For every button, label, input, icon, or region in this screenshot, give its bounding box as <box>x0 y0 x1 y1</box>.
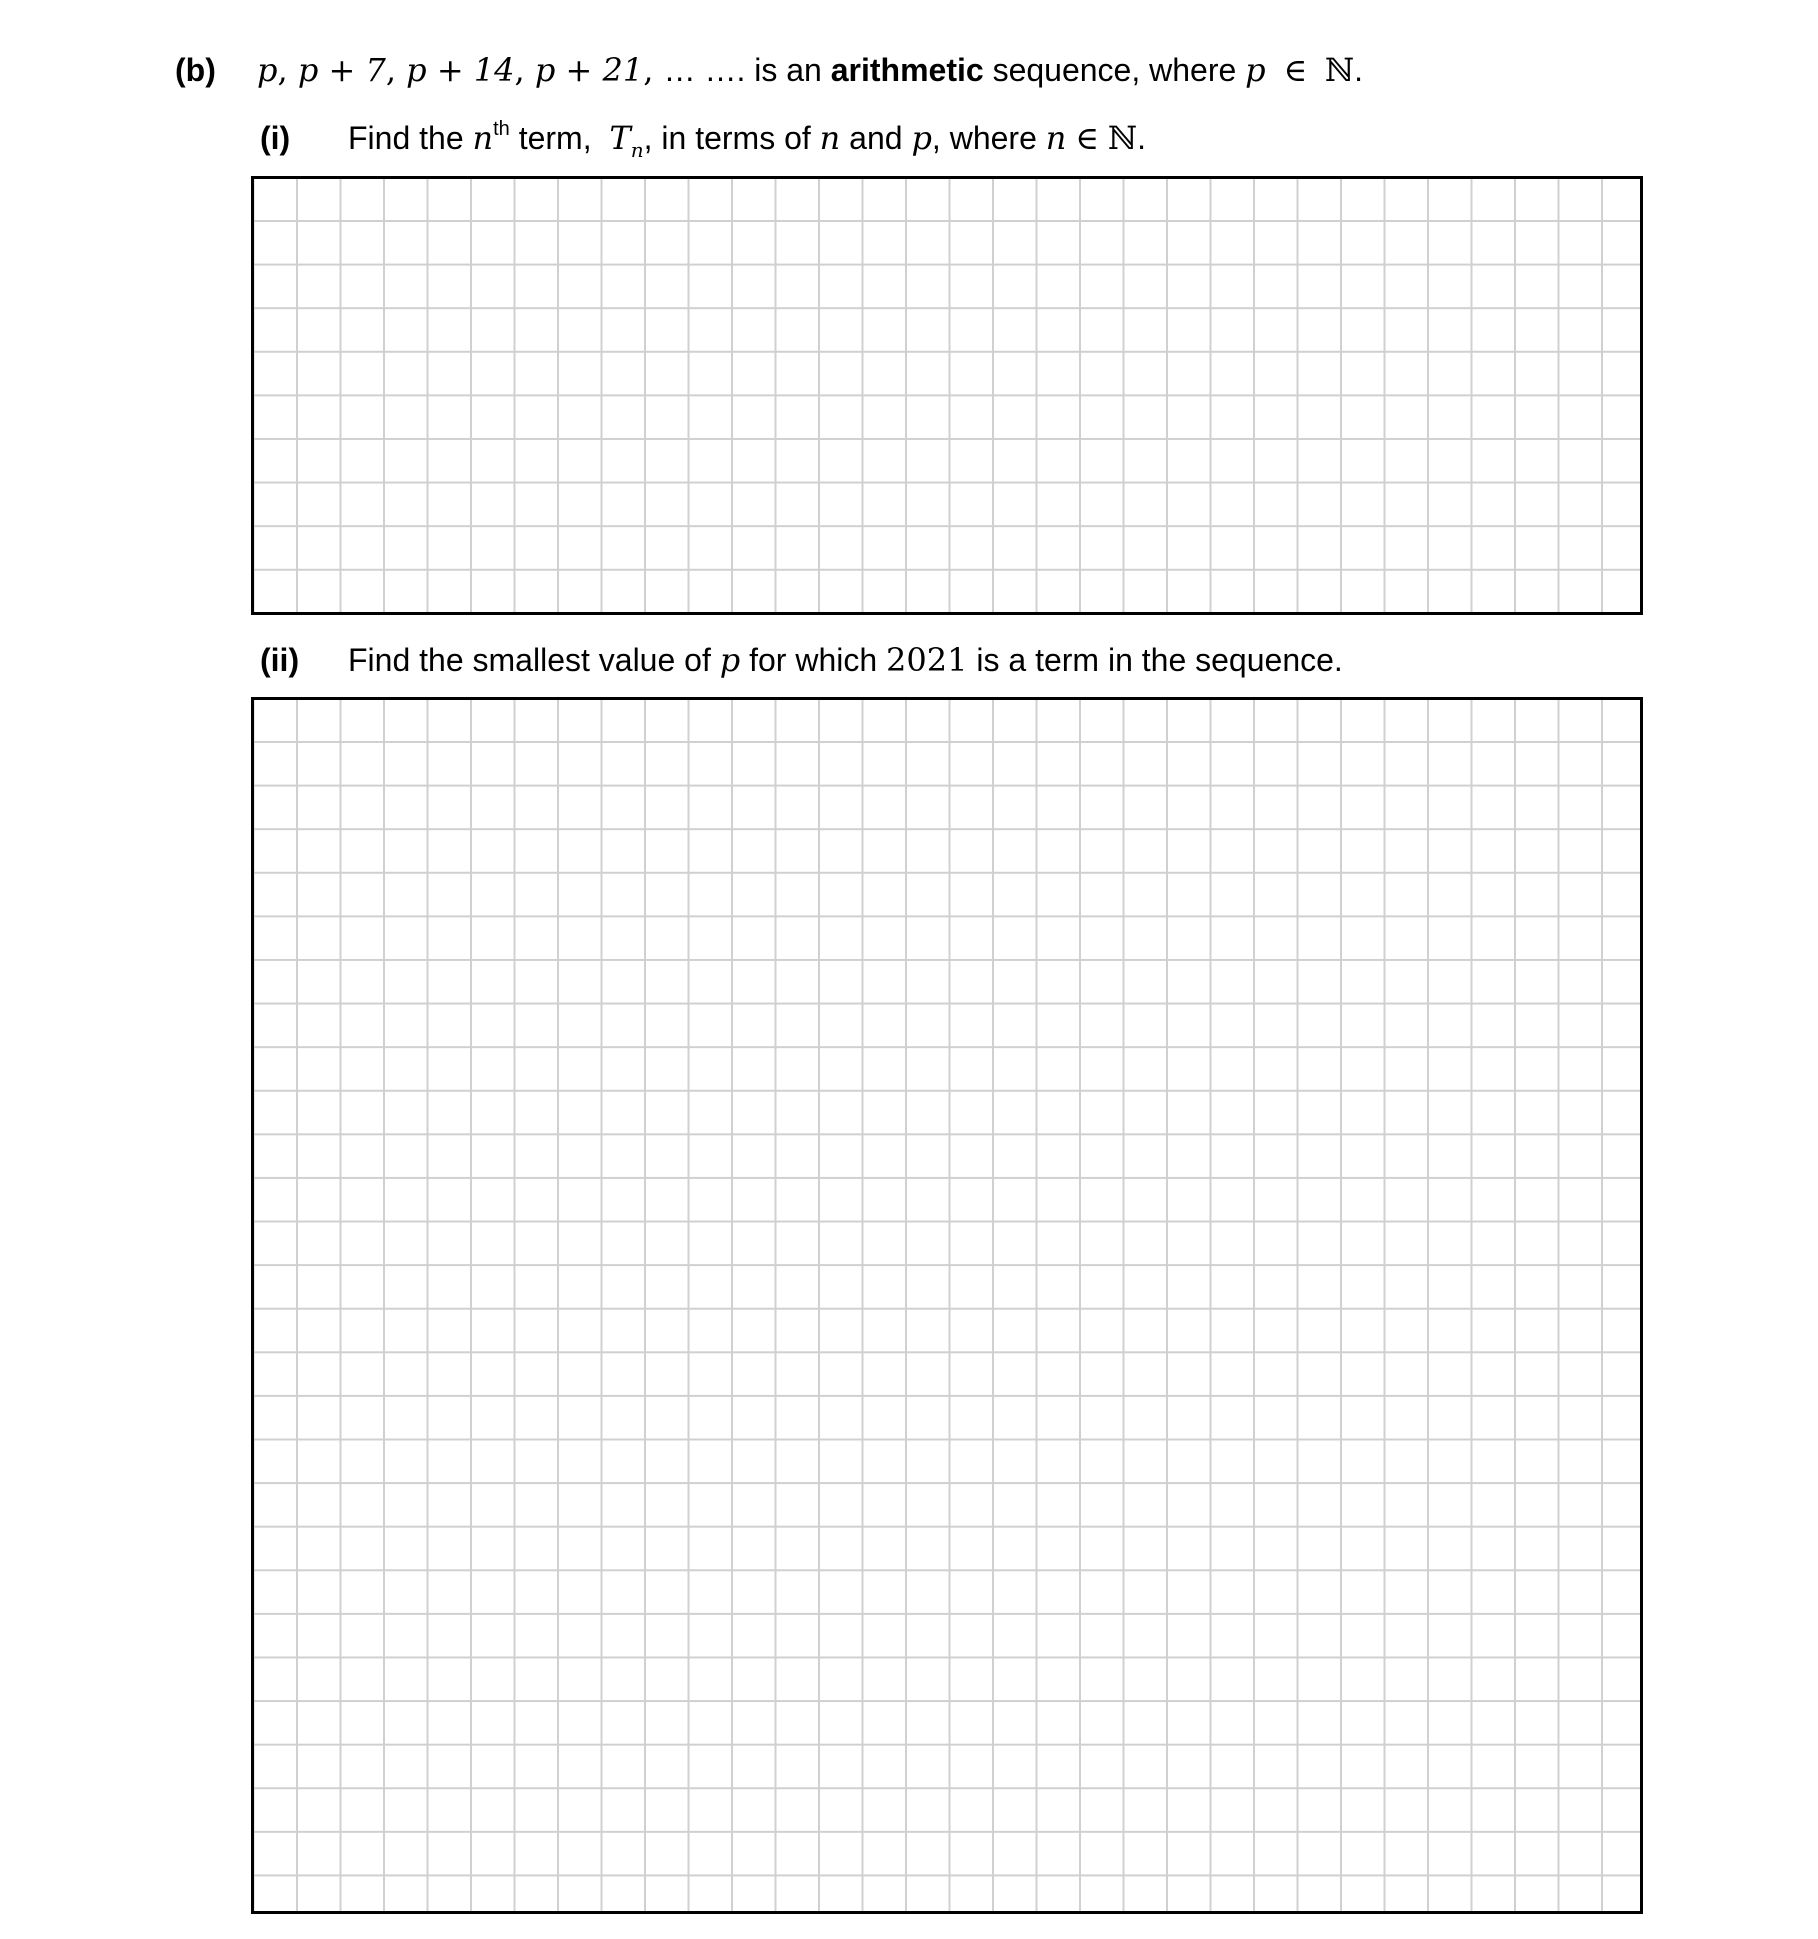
ellipsis: … …. <box>663 52 746 88</box>
bold-word-arithmetic: arithmetic <box>830 52 984 88</box>
part-label-b: (b) <box>175 52 216 88</box>
text: and <box>840 120 912 156</box>
natural-numbers-symbol: ℕ <box>1107 119 1138 157</box>
variable-n: n <box>472 119 494 157</box>
element-of-symbol: ∈ <box>1283 51 1308 89</box>
term-symbol-T: T <box>609 119 631 157</box>
term-subscript-n: n <box>630 138 644 162</box>
text: , in terms of <box>643 120 820 156</box>
answer-box-i[interactable] <box>251 176 1643 615</box>
variable-n: n <box>819 119 841 157</box>
text: is a term in the sequence. <box>967 642 1343 678</box>
element-of-symbol: ∈ <box>1075 119 1099 157</box>
superscript-th: th <box>493 118 510 140</box>
question-stem: p, p + 7, p + 14, p + 21, … …. is an arithmetic sequence, where p ∈ ℕ. <box>257 51 1364 89</box>
answer-box-ii[interactable] <box>251 697 1643 1914</box>
sequence-term-3: p + 14 <box>406 51 515 89</box>
stem-text: is an <box>745 52 831 88</box>
text: , where <box>931 120 1046 156</box>
subpart-i-text <box>348 118 1146 162</box>
natural-numbers-symbol: ℕ <box>1324 51 1355 89</box>
text: . <box>1137 120 1146 156</box>
subpart-ii-text <box>348 640 1343 680</box>
stem-period: . <box>1354 52 1364 88</box>
variable-n: n <box>1045 119 1067 157</box>
sequence-term-4: p + 21 <box>534 51 644 89</box>
text: Find the smallest value of <box>348 642 720 678</box>
number-2021: 2021 <box>886 641 968 679</box>
stem-text-after: sequence, where <box>983 52 1246 88</box>
sequence-term-2: p + 7 <box>297 51 386 89</box>
text: Find the <box>348 120 473 156</box>
text: for which <box>740 642 887 678</box>
sequence-term-1: p <box>257 51 278 89</box>
variable-p: p <box>1245 51 1266 89</box>
subpart-label-i: (i) <box>260 120 291 156</box>
text: term, <box>509 120 601 156</box>
variable-p: p <box>911 119 932 157</box>
subpart-label-ii: (ii) <box>260 642 300 678</box>
variable-p: p <box>719 641 741 679</box>
